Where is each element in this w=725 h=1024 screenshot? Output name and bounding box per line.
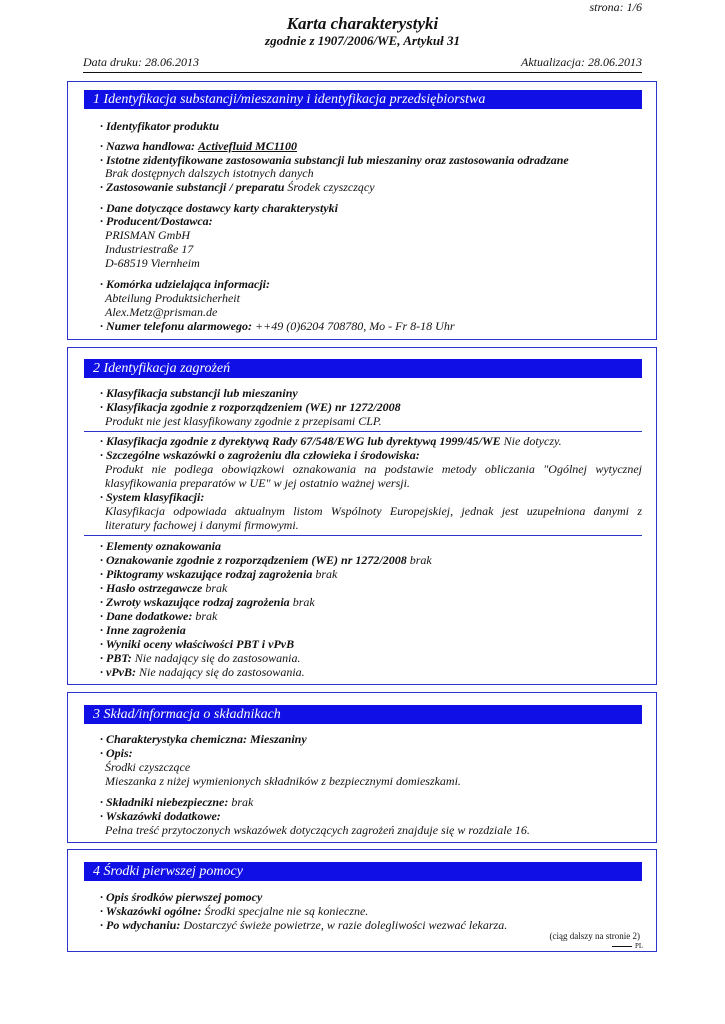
document-subtitle: zgodnie z 1907/2006/WE, Artykuł 31 bbox=[265, 33, 460, 48]
section-1 bbox=[67, 81, 657, 340]
label-elements-heading: · Elementy oznakowania bbox=[100, 539, 222, 553]
signal-word-label: · Hasło ostrzegawcze bbox=[100, 581, 203, 595]
identified-uses-value: Brak dostępnych dalszych istotnych danych bbox=[105, 166, 314, 180]
clp-label: · Klasyfikacja zgodnie z rozporządzeniem (WE) nr 1272/2008 bbox=[100, 400, 401, 414]
footer-rule bbox=[612, 946, 632, 947]
trade-name-line bbox=[100, 139, 297, 153]
first-aid-description: · Opis środków pierwszej pomocy bbox=[100, 890, 263, 904]
classification-system-line-1: Klasyfikacja odpowiada aktualnym listom Wspólnoty Europejskiej, jednak jest uzupełniona danymi z bbox=[105, 504, 642, 518]
section-2-divider-1 bbox=[84, 431, 642, 432]
additional-data-label: · Dane dodatkowe: bbox=[100, 609, 193, 623]
other-hazards: · Inne zagrożenia bbox=[100, 623, 186, 637]
trade-name-label: · Nazwa handlowa: bbox=[100, 139, 196, 153]
general-advice-line bbox=[100, 904, 368, 918]
additional-data-value: brak bbox=[195, 609, 218, 623]
clp-value: Produkt nie jest klasyfikowany zgodnie z przepisami CLP. bbox=[105, 414, 382, 428]
supplier-details: · Dane dotyczące dostawcy karty charakterystyki bbox=[100, 201, 338, 215]
pbt-results-heading: · Wyniki oceny właściwości PBT i vPvB bbox=[100, 637, 295, 651]
hazardous-components-label: · Składniki niebezpieczne: bbox=[100, 795, 229, 809]
directive-value: Nie dotyczy. bbox=[503, 434, 562, 448]
inhalation-value: Dostarczyć świeże powietrze, w razie dolegliwości wezwać lekarza. bbox=[183, 918, 508, 932]
vpvb-label: · vPvB: bbox=[100, 665, 136, 679]
signal-word-value: brak bbox=[205, 581, 228, 595]
marking-line bbox=[100, 553, 432, 567]
trade-name-value: Activefluid MC1100 bbox=[198, 139, 298, 153]
inhalation-label: · Po wdychaniu: bbox=[100, 918, 181, 932]
classification-system-label: · System klasyfikacji: bbox=[100, 490, 205, 504]
page-number: strona: 1/6 bbox=[589, 0, 642, 14]
emergency-phone-label: · Numer telefonu alarmowego: bbox=[100, 319, 252, 333]
info-dept-name: Abteilung Produktsicherheit bbox=[105, 291, 240, 305]
description-label: · Opis: bbox=[100, 746, 133, 760]
classification-heading: · Klasyfikacja substancji lub mieszaniny bbox=[100, 386, 298, 400]
section-3 bbox=[67, 692, 657, 843]
section-2 bbox=[67, 347, 657, 685]
language-code: PL bbox=[635, 942, 644, 950]
directive-line bbox=[100, 434, 562, 448]
marking-value: brak bbox=[409, 553, 432, 567]
additional-info-value: Pełna treść przytoczonych wskazówek dotyczących zagrożeń znajduje się w rozdziale 16. bbox=[105, 823, 530, 837]
section-1-heading: 1 Identyfikacja substancji/mieszaniny i identyfikacja przedsiębiorstwa bbox=[84, 90, 642, 109]
general-advice-label: · Wskazówki ogólne: bbox=[100, 904, 202, 918]
special-hazards-line-2: klasyfikowania preparatów w UE" w jej ostatnio ważnej wersji. bbox=[105, 476, 410, 490]
classification-system-line-2: literatury fachowej i danymi firmowymi. bbox=[105, 518, 299, 532]
producer-label: · Producent/Dostawca: bbox=[100, 214, 213, 228]
producer-street: Industriestraße 17 bbox=[105, 242, 194, 256]
pictograms-line bbox=[100, 567, 337, 581]
hazard-phrases-value: brak bbox=[292, 595, 315, 609]
product-identifier: · Identyfikator produktu bbox=[100, 119, 220, 133]
chemical-characteristic: · Charakterystyka chemiczna: Mieszaniny bbox=[100, 732, 307, 746]
application-line bbox=[100, 180, 375, 194]
section-3-heading: 3 Skład/informacja o składnikach bbox=[84, 705, 642, 724]
update-date: Aktualizacja: 28.06.2013 bbox=[521, 55, 642, 69]
general-advice-value: Środki specjalne nie są konieczne. bbox=[204, 904, 369, 918]
vpvb-line bbox=[100, 665, 305, 679]
hazardous-components-value: brak bbox=[231, 795, 254, 809]
pbt-label: · PBT: bbox=[100, 651, 132, 665]
description-line-2: Mieszanka z niżej wymienionych składników z bezpiecznymi domieszkami. bbox=[105, 774, 461, 788]
hazardous-components-line bbox=[100, 795, 253, 809]
pictograms-value: brak bbox=[315, 567, 338, 581]
pbt-line bbox=[100, 651, 300, 665]
producer-name: PRISMAN GmbH bbox=[105, 228, 190, 242]
section-2-heading: 2 Identyfikacja zagrożeń bbox=[84, 359, 642, 378]
identified-uses-label: · Istotne zidentyfikowane zastosowania substancji lub mieszaniny oraz zastosowania odradzane bbox=[100, 153, 569, 167]
additional-data-line bbox=[100, 609, 217, 623]
application-value: Środek czyszczący bbox=[287, 180, 375, 194]
application-label: · Zastosowanie substancji / preparatu bbox=[100, 180, 285, 194]
print-date: Data druku: 28.06.2013 bbox=[83, 55, 199, 69]
hazard-phrases-label: · Zwroty wskazujące rodzaj zagrożenia bbox=[100, 595, 290, 609]
producer-city: D-68519 Viernheim bbox=[105, 256, 200, 270]
header-divider bbox=[83, 72, 642, 73]
description-line-1: Środki czyszczące bbox=[105, 760, 191, 774]
continued-note: (ciąg dalszy na stronie 2) bbox=[549, 931, 640, 941]
directive-label: · Klasyfikacja zgodnie z dyrektywą Rady 67/548/EWG lub dyrektywą 1999/45/WE bbox=[100, 434, 501, 448]
marking-label: · Oznakowanie zgodnie z rozporządzeniem (WE) nr 1272/2008 bbox=[100, 553, 407, 567]
additional-info-label: · Wskazówki dodatkowe: bbox=[100, 809, 221, 823]
section-4-heading: 4 Środki pierwszej pomocy bbox=[84, 862, 642, 881]
special-hazards-label: · Szczególne wskazówki o zagrożeniu dla człowieka i środowiska: bbox=[100, 448, 420, 462]
inhalation-line bbox=[100, 918, 507, 932]
pbt-value: Nie nadający się do zastosowania. bbox=[134, 651, 301, 665]
section-2-divider-2 bbox=[84, 535, 642, 536]
vpvb-value: Nie nadający się do zastosowania. bbox=[138, 665, 305, 679]
special-hazards-line-1: Produkt nie podlega obowiązkowi oznakowania na podstawie metody obliczania "Ogólnej wytycznej bbox=[105, 462, 642, 476]
emergency-phone-line bbox=[100, 319, 455, 333]
info-dept-label: · Komórka udzielająca informacji: bbox=[100, 277, 271, 291]
pictograms-label: · Piktogramy wskazujące rodzaj zagrożenia bbox=[100, 567, 313, 581]
document-title: Karta charakterystyki bbox=[286, 14, 439, 33]
info-email: Alex.Metz@prisman.de bbox=[105, 305, 218, 319]
signal-word-line bbox=[100, 581, 227, 595]
hazard-phrases-line bbox=[100, 595, 315, 609]
emergency-phone-value: ++49 (0)6204 708780, Mo - Fr 8-18 Uhr bbox=[255, 319, 455, 333]
